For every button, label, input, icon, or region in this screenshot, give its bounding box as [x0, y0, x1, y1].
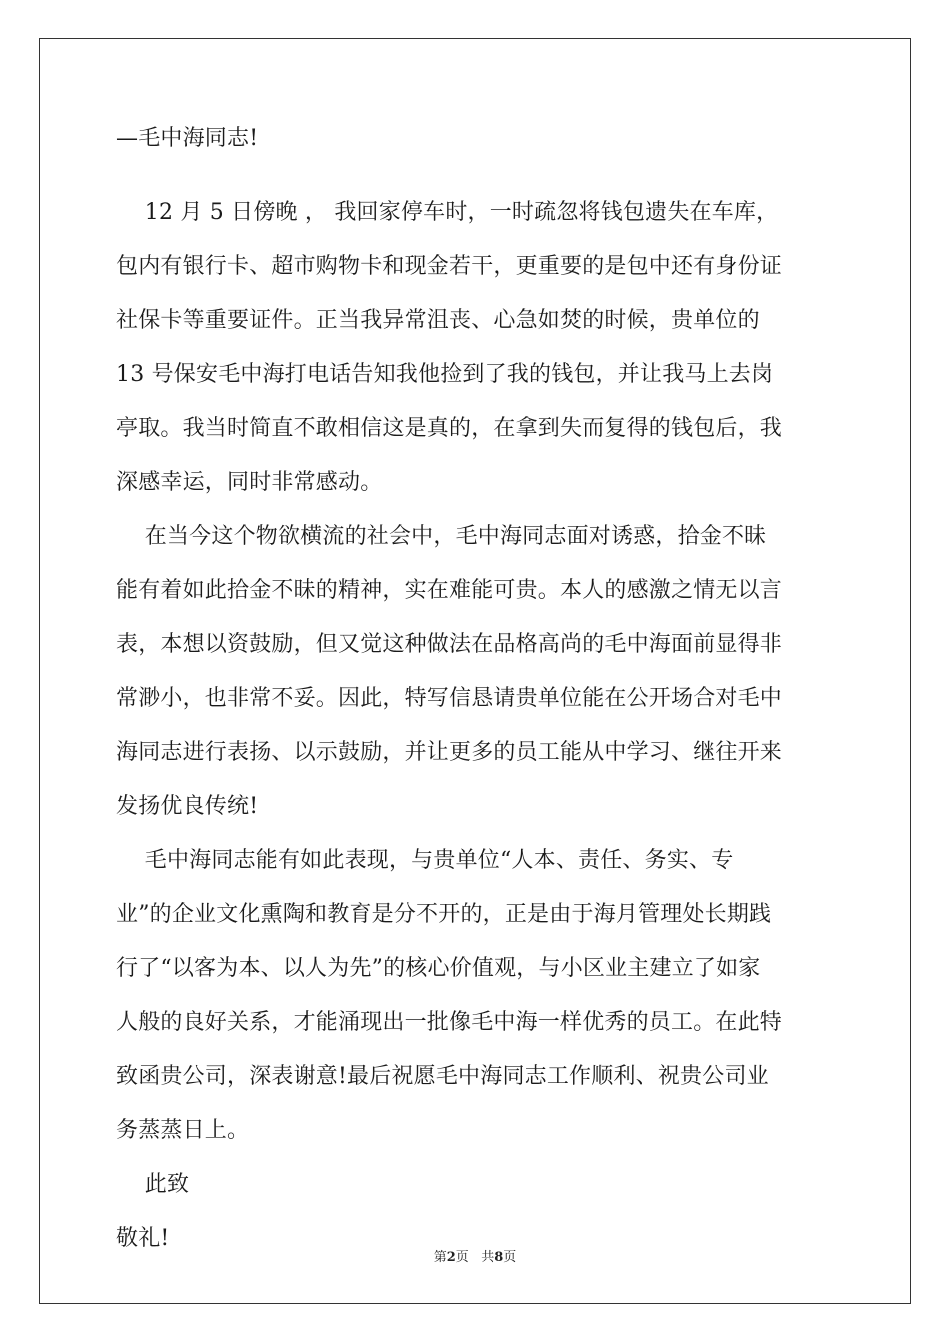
letter-line: 表，本想以资鼓励，但又觉这种做法在品格高尚的毛中海面前显得非 [116, 632, 783, 657]
salutation-line: 敬礼! [116, 1226, 170, 1251]
letter-line: 行了“以客为本、以人为先”的核心价值观，与小区业主建立了如家 [116, 956, 761, 981]
current-page: 2 [446, 1250, 456, 1265]
letter-line: 海同志进行表扬、以示鼓励，并让更多的员工能从中学习、继往开来 [116, 740, 783, 765]
page-suffix: 页 [503, 1250, 517, 1265]
letter-line: 务蒸蒸日上。 [116, 1118, 250, 1143]
letter-line: —毛中海同志! [116, 126, 259, 151]
letter-line: 12 月 5 日傍晚 ， 我回家停车时，一时疏忽将钱包遗失在车库， [116, 200, 779, 225]
letter-line: 能有着如此拾金不昧的精神，实在难能可贵。本人的感激之情无以言 [116, 578, 783, 603]
page-number [0, 1246, 950, 1265]
letter-line: 致函贵公司，深表谢意!最后祝愿毛中海同志工作顺利、祝贵公司业 [116, 1064, 769, 1089]
closing-line: 此致 [116, 1172, 190, 1197]
page-mid: 页 共 [455, 1250, 495, 1265]
letter-line: 人般的良好关系，才能涌现出一批像毛中海一样优秀的员工。在此特 [116, 1010, 783, 1035]
letter-line: 包内有银行卡、超市购物卡和现金若干，更重要的是包中还有身份证 [116, 254, 783, 279]
total-pages: 8 [494, 1250, 504, 1265]
letter-line: 发扬优良传统! [116, 794, 259, 819]
letter-line: 13 号保安毛中海打电话告知我他捡到了我的钱包，并让我马上去岗 [116, 362, 774, 387]
letter-line: 业”的企业文化熏陶和教育是分不开的，正是由于海月管理处长期践 [116, 902, 772, 927]
letter-line: 常渺小，也非常不妥。因此，特写信恳请贵单位能在公开场合对毛中 [116, 686, 783, 711]
letter-line: 在当今这个物欲横流的社会中，毛中海同志面对诱惑，拾金不昧 [116, 524, 767, 549]
letter-line: 亭取。我当时简直不敢相信这是真的，在拿到失而复得的钱包后，我 [116, 416, 783, 441]
letter-line: 社保卡等重要证件。正当我异常沮丧、心急如焚的时候，贵单位的 [116, 308, 760, 333]
page-prefix: 第 [433, 1250, 447, 1265]
letter-line: 毛中海同志能有如此表现，与贵单位“人本、责任、务实、专 [116, 848, 734, 873]
letter-line: 深感幸运，同时非常感动。 [116, 470, 383, 495]
